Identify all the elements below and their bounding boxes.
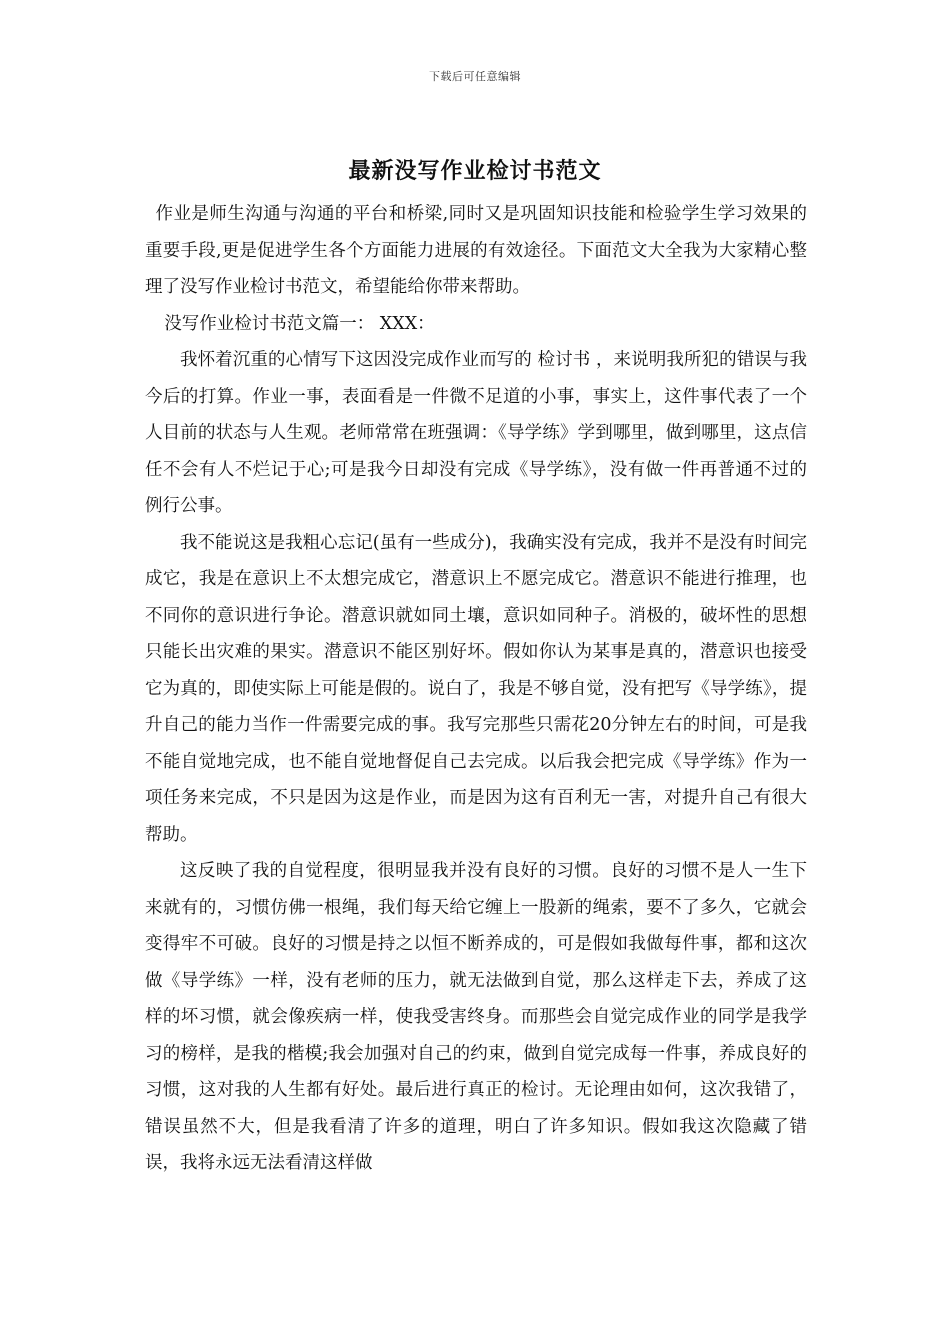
paragraph-body: 我怀着沉重的心情写下这因没完成作业而写的 检讨书 ，来说明我所犯的错误与我今后的打算。作业一事，表面看是一件微不足道的小事，事实上，这件事代表了一个人目前的状态与人生观。老师常常在班强调：《导学练》学到哪里，做到哪里，这点信任不会有人不烂记于心;可是我今日却没有完成《导学练》，没有做一件再普通不过的例行公事。 [145, 350, 807, 516]
document-body [145, 196, 807, 1182]
paragraph-intro: 作业是师生沟通与沟通的平台和桥梁,同时又是巩固知识技能和检验学生学习效果的重要手段,更是促进学生各个方面能力进展的有效途径。下面范文大全我为大家精心整理了没写作业检讨书范文，希望能给你带来帮助。 [145, 204, 807, 297]
paragraph-body: 这反映了我的自觉程度，很明显我并没有良好的习惯。良好的习惯不是人一生下来就有的，习惯仿佛一根绳，我们每天给它缠上一股新的绳索，要不了多久，它就会变得牢不可破。良好的习惯是持之以恒不断养成的，可是假如我做每件事，都和这次做《导学练》一样，没有老师的压力，就无法做到自觉，那么这样走下去，养成了这样的坏习惯，就会像疾病一样，使我受害终身。而那些会自觉完成作业的同学是我学习的榜样，是我的楷模;我会加强对自己的约束，做到自觉完成每一件事，养成良好的习惯，这对我的人生都有好处。最后进行真正的检讨。无论理由如何，这次我错了，错误虽然不大，但是我看清了许多的道理，明白了许多知识。假如我这次隐藏了错误，我将永远无法看清这样做 [145, 861, 807, 1173]
document-title: 最新没写作业检讨书范文 [348, 158, 602, 184]
header-note: 下载后可任意编辑 [429, 70, 521, 83]
paragraph-body: 我不能说这是我粗心忘记(虽有一些成分)，我确实没有完成，我并不是没有时间完成它，我是在意识上不太想完成它，潜意识上不愿完成它。潜意识不能进行推理，也不同你的意识进行争论。潜意识就如同土壤，意识如同种子。消极的，破坏性的思想只能长出灾难的果实。潜意识不能区别好坏。假如你认为某事是真的，潜意识也接受它为真的，即使实际上可能是假的。说白了，我是不够自觉，没有把写《导学练》，提升自己的能力当作一件需要完成的事。我写完那些只需花20分钟左右的时间，可是我不能自觉地完成，也不能自觉地督促自己去完成。以后我会把完成《导学练》作为一项任务来完成，不只是因为这是作业，而是因为这有百利无一害，对提升自己有很大帮助。 [145, 532, 807, 845]
paragraph-section-heading: 没写作业检讨书范文篇一： XXX： [164, 313, 435, 334]
